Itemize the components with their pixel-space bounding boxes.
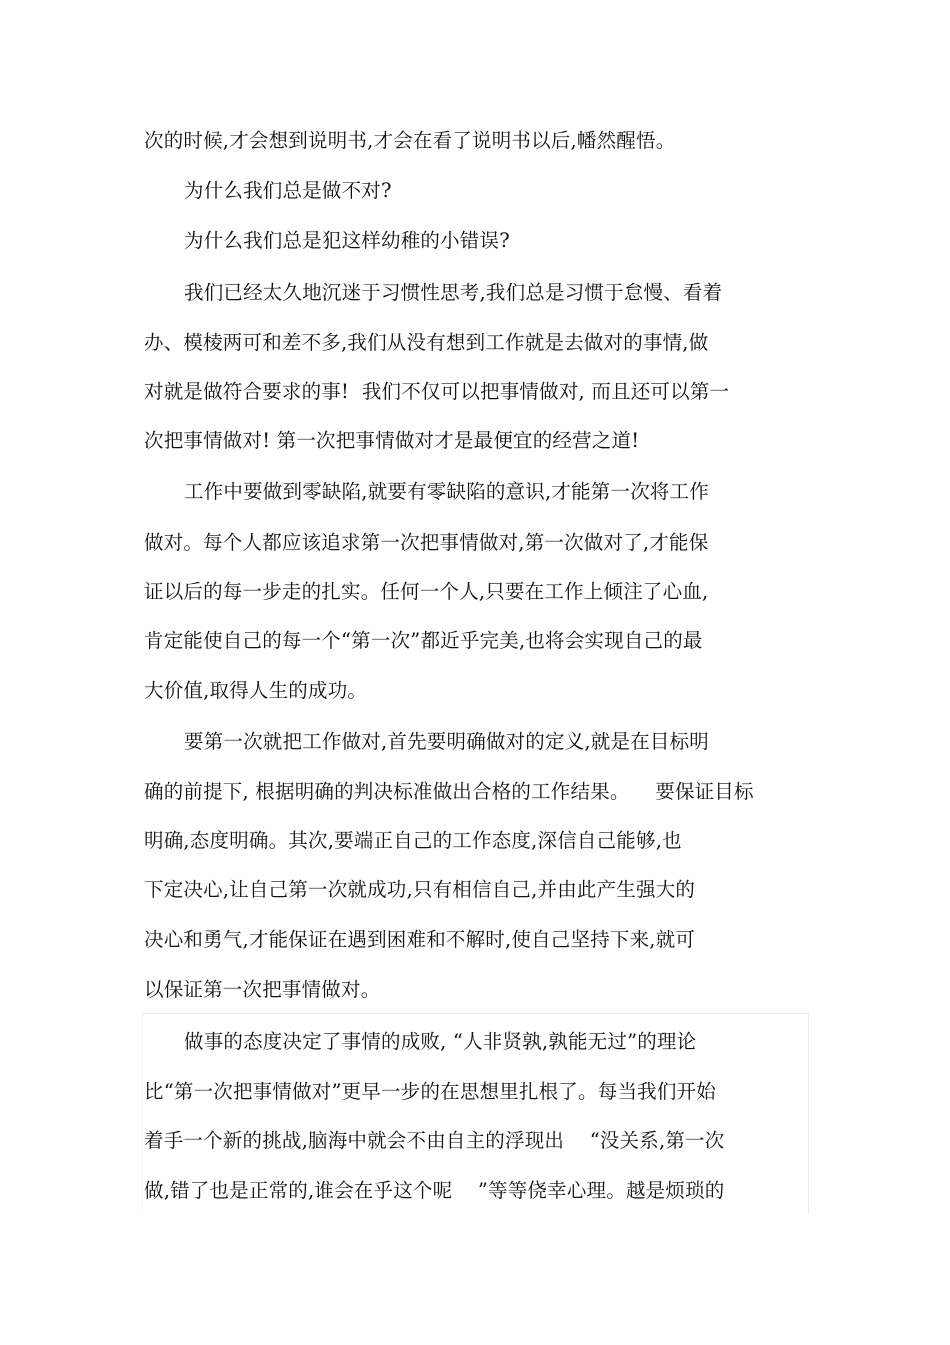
- text-line: 要第一次就把工作做对,首先要明确做对的定义,就是在目标明: [184, 730, 709, 753]
- text-line: 大价值,取得人生的成功。: [144, 679, 368, 702]
- text-line: 下定决心,让自己第一次就成功,只有相信自己,并由此产生强大的: [144, 878, 696, 901]
- text-line: 办、模棱两可和差不多,我们从没有想到工作就是去做对的事情,做: [144, 331, 709, 354]
- text-line: 次把事情做对! 第一次把事情做对才是最便宜的经营之道!: [144, 429, 640, 452]
- text-line: 明确,态度明确。其次,要端正自己的工作态度,深信自己能够,也: [144, 829, 682, 852]
- text-line: 为什么我们总是犯这样幼稚的小错误?: [184, 229, 510, 252]
- text-line: 以保证第一次把事情做对。: [144, 978, 381, 1001]
- text-line: 确的前提下, 根据明确的判决标准做出合格的工作结果。 要保证目标: [144, 780, 754, 803]
- text-line: 肯定能使自己的每一个“第一次”都近乎完美,也将会实现自己的最: [144, 629, 703, 652]
- text-line: 工作中要做到零缺陷,就要有零缺陷的意识,才能第一次将工作: [184, 480, 709, 503]
- text-line: 做事的态度决定了事情的成败, “人非贤孰,孰能无过”的理论: [184, 1030, 697, 1053]
- text-line: 我们已经太久地沉迷于习惯性思考,我们总是习惯于怠慢、看着: [184, 281, 723, 304]
- text-line: 次的时候,才会想到说明书,才会在看了说明书以后,幡然醒悟。: [144, 129, 676, 152]
- text-line: 为什么我们总是做不对?: [184, 179, 392, 202]
- text-line: 着手一个新的挑战,脑海中就会不由自主的浮现出 “没关系,第一次: [144, 1129, 725, 1152]
- text-line: 对就是做符合要求的事! 我们不仅可以把事情做对, 而且还可以第一: [144, 380, 730, 403]
- text-line: 做,错了也是正常的,谁会在乎这个呢 ”等等侥幸心理。越是烦琐的: [144, 1179, 725, 1202]
- text-line: 决心和勇气,才能保证在遇到困难和不解时,使自己坚持下来,就可: [144, 928, 696, 951]
- text-line: 证以后的每一步走的扎实。任何一个人,只要在工作上倾注了心血,: [144, 580, 709, 603]
- text-line: 比“第一次把事情做对”更早一步的在思想里扎根了。每当我们开始: [144, 1080, 716, 1103]
- text-line: 做对。每个人都应该追求第一次把事情做对,第一次做对了,才能保: [144, 531, 709, 554]
